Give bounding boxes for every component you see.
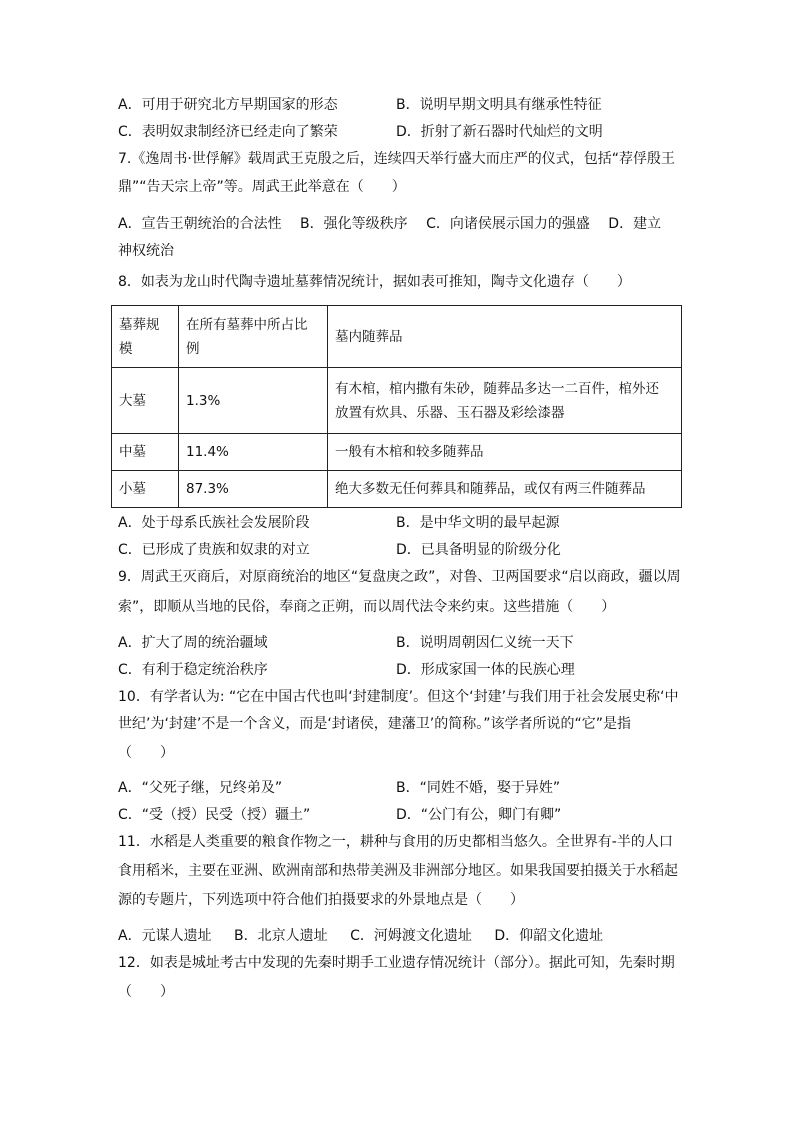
q10-option-d: D．“公门有公，卿门有卿” <box>396 807 562 823</box>
q10-option-c: C．“受（授）民受（授）疆土” <box>118 807 311 823</box>
cell-burial-goods: 绝大多数无任何葬具和随葬品，或仅有两三件随葬品 <box>328 471 682 508</box>
cell-size: 大墓 <box>112 368 179 434</box>
q7-stem-line-1: 7.《逸周书·世俘解》载周武王克殷之后，连续四天举行盛大而庄严的仪式，包括“荐俘殷王 <box>118 151 676 167</box>
q6-option-a: A．可用于研究北方早期国家的形态 <box>118 97 338 113</box>
q9-option-d: D．形成家国一体的民族心理 <box>396 662 575 678</box>
q9-option-b: B．说明周朝因仁义统一天下 <box>396 635 574 651</box>
q10-option-a: A．“父死子继，兄终弟及” <box>118 780 283 796</box>
q12-stem-line-1: 12．如表是城址考古中发现的先秦时期手工业遗存情况统计（部分）。据此可知，先秦时期 <box>118 955 675 971</box>
cell-size: 中墓 <box>112 434 179 471</box>
q11-option-a: A．元谋人遗址 <box>118 928 212 944</box>
q10-option-b: B．“同姓不婚，娶于异姓” <box>396 780 561 796</box>
q10-stem-line-3: （ ） <box>118 745 174 761</box>
q8-stem: 8．如表为龙山时代陶寺遗址墓葬情况统计，据如表可推知，陶寺文化遗存（ ） <box>118 274 631 290</box>
q11-stem-line-2: 食用稻米，主要在亚洲、欧洲南部和热带美洲及非洲部分地区。如果我国要拍摄关于水稻起 <box>118 863 678 879</box>
q11-option-d: D．仰韶文化遗址 <box>494 928 604 944</box>
q7-stem-line-2: 鼎”“告天宗上帝”等。周武王此举意在（ ） <box>118 179 406 195</box>
q7-options-line-2: 神权统治 <box>118 243 174 259</box>
q8-option-a: A．处于母系氏族社会发展阶段 <box>118 515 310 531</box>
header-cell-burial-goods: 墓内随葬品 <box>328 306 682 368</box>
q9-stem-line-2: 索”，即顺从当地的民俗，奉商之正朔，而以周代法令来约束。这些措施（ ） <box>118 599 616 615</box>
q11-stem-line-3: 源的专题片，下列选项中符合他们拍摄要求的外景地点是（ ） <box>118 892 524 908</box>
table-row <box>112 368 682 434</box>
q10-stem-line-2: 世纪’为‘封建’不是一个含义，而是‘封诸侯，建藩卫’的简称。”该学者所说的“它”是指 <box>118 716 632 732</box>
cell-burial-goods: 有木棺，棺内撒有朱砂，随葬品多达一二百件，棺外还 放置有炊具、乐器、玉石器及彩绘漆器 <box>328 368 682 434</box>
q6-option-b: B．说明早期文明具有继承性特征 <box>396 97 602 113</box>
cell-size: 小墓 <box>112 471 179 508</box>
cell-percentage: 1.3% <box>179 368 328 434</box>
table-header-row <box>112 306 682 368</box>
q7-options-line-1: A．宣告王朝统治的合法性 B．强化等级秩序 C．向诸侯展示国力的强盛 D．建立 <box>118 216 662 232</box>
q11-option-c: C．河姆渡文化遗址 <box>350 928 472 944</box>
table-row <box>112 434 682 471</box>
q10-stem-line-1: 10．有学者认为: “它在中国古代也叫‘封建制度’。但这个‘封建’与我们用于社会发展史称‘中 <box>118 689 679 705</box>
header-cell-size: 墓葬规 模 <box>112 306 179 368</box>
q8-option-b: B．是中华文明的最早起源 <box>396 515 560 531</box>
q8-option-c: C．已形成了贵族和奴隶的对立 <box>118 542 310 558</box>
q6-option-c: C．表明奴隶制经济已经走向了繁荣 <box>118 124 338 140</box>
tomb-statistics-table <box>111 305 682 508</box>
header-cell-percentage: 在所有墓葬中所占比 例 <box>179 306 328 368</box>
cell-percentage: 87.3% <box>179 471 328 508</box>
q9-option-a: A．扩大了周的统治疆域 <box>118 635 268 651</box>
q12-stem-line-2: （ ） <box>118 984 174 1000</box>
q9-option-c: C．有利于稳定统治秩序 <box>118 662 268 678</box>
q11-option-b: B．北京人遗址 <box>234 928 328 944</box>
cell-percentage: 11.4% <box>179 434 328 471</box>
q11-options <box>118 926 621 946</box>
q11-stem-line-1: 11．水稻是人类重要的粮食作物之一，耕种与食用的历史都相当悠久。全世界有-半的人口 <box>118 834 673 850</box>
q9-stem-line-1: 9．周武王灭商后，对原商统治的地区“复盘庚之政”，对鲁、卫两国要求“启以商政，疆以周 <box>118 569 681 585</box>
table-row <box>112 471 682 508</box>
cell-burial-goods: 一般有木棺和较多随葬品 <box>328 434 682 471</box>
q8-option-d: D．已具备明显的阶级分化 <box>396 542 561 558</box>
q6-option-d: D．折射了新石器时代灿烂的文明 <box>396 124 603 140</box>
